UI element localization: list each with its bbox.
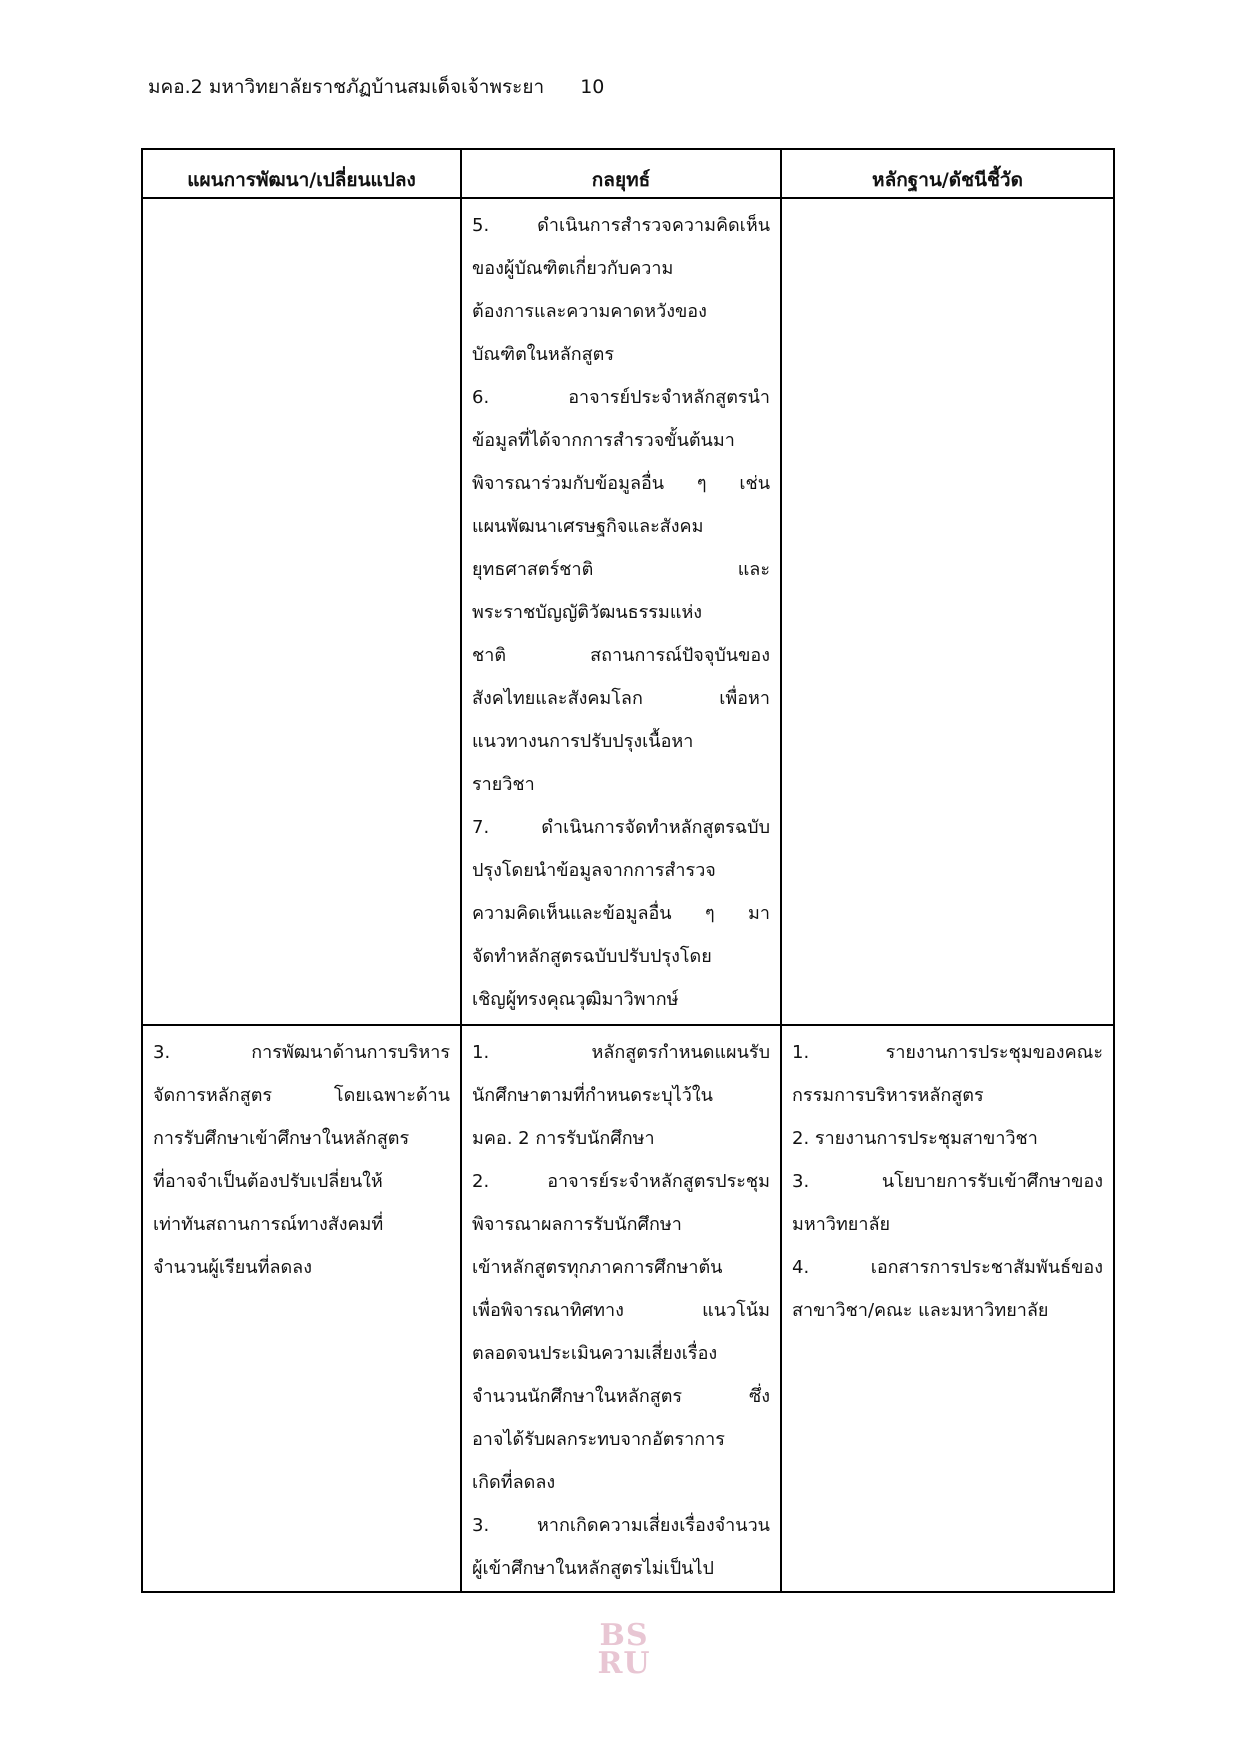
table-row	[142, 198, 1114, 1025]
cell-text-line: เท่าทันสถานการณ์ทางสังคมที่	[153, 1214, 384, 1235]
evidence-cell	[781, 198, 1114, 1025]
cell-text-line: 2. รายงานการประชุมสาขาวิชา	[792, 1128, 1038, 1149]
cell-text-line: เพื่อพิจารณาทิศทาง แนวโน้ม	[472, 1300, 770, 1321]
cell-text-line: 5. ดำเนินการสำรวจความคิดเห็น	[472, 215, 770, 236]
cell-text-line: ชาติ สถานการณ์ปัจจุบันของ	[472, 645, 770, 666]
logo-text-bottom: RU	[597, 1646, 651, 1681]
cell-text-line: มหาวิทยาลัย	[792, 1214, 891, 1235]
cell-text-line: พิจารณาผลการรับนักศึกษา	[472, 1214, 682, 1235]
cell-text-line: สาขาวิชา/คณะ และมหาวิทยาลัย	[792, 1300, 1049, 1321]
cell-text-line: ผู้เข้าศึกษาในหลักสูตรไม่เป็นไป	[472, 1558, 714, 1579]
cell-text-line: 4. เอกสารการประชาสัมพันธ์ของ	[792, 1257, 1103, 1278]
university-logo-watermark	[596, 1618, 652, 1681]
cell-text-line: จัดทำหลักสูตรฉบับปรับปรุงโดย	[472, 946, 712, 967]
cell-text-line: การรับศึกษาเข้าศึกษาในหลักสูตร	[153, 1128, 410, 1149]
cell-text-line: มคอ. 2 การรับนักศึกษา	[472, 1128, 655, 1149]
cell-text-line: ที่อาจจำเป็นต้องปรับเปลี่ยนให้	[153, 1171, 383, 1192]
plan-cell	[142, 1025, 461, 1592]
cell-text-line: ความคิดเห็นและข้อมูลอื่น ๆ มา	[472, 903, 770, 924]
cell-text-line: จำนวนนักศึกษาในหลักสูตร ซึ่ง	[472, 1386, 770, 1407]
cell-text-line: 1. รายงานการประชุมของคณะ	[792, 1042, 1103, 1063]
logo-text-top: BS	[599, 1618, 649, 1653]
evidence-cell	[781, 1025, 1114, 1592]
cell-text-line: เชิญผู้ทรงคุณวุฒิมาวิพากษ์	[472, 989, 679, 1010]
strategy-cell	[461, 1025, 781, 1592]
cell-text-line: รายวิชา	[472, 774, 535, 795]
column-header-plan: แผนการพัฒนา/เปลี่ยนแปลง	[142, 149, 461, 198]
cell-text-line: ปรุงโดยนำข้อมูลจากการสำรวจ	[472, 860, 716, 881]
cell-text-line: พิจารณาร่วมกับข้อมูลอื่น ๆ เช่น	[472, 473, 770, 494]
cell-text-line: 2. อาจารย์ระจำหลักสูตรประชุม	[472, 1171, 770, 1192]
cell-text-line: พระราชบัญญัติวัฒนธรรมแห่ง	[472, 602, 703, 623]
strategy-cell	[461, 198, 781, 1025]
cell-text-line: ต้องการและความคาดหวังของ	[472, 301, 707, 322]
page-number: 10	[580, 76, 605, 98]
cell-text-line: นักศึกษาตามที่กำหนดระบุไว้ใน	[472, 1085, 713, 1106]
cell-text-line: สังคไทยและสังคมโลก เพื่อหา	[472, 688, 770, 709]
cell-text-line: 3. นโยบายการรับเข้าศึกษาของ	[792, 1171, 1103, 1192]
document-title: มคอ.2 มหาวิทยาลัยราชภัฏบ้านสมเด็จเจ้าพระยา	[148, 76, 545, 98]
cell-text-line: 6. อาจารย์ประจำหลักสูตรนำ	[472, 387, 770, 408]
column-header-evidence: หลักฐาน/ดัชนีชี้วัด	[781, 149, 1114, 198]
cell-text-line: ข้อมูลที่ได้จากการสำรวจขั้นต้นมา	[472, 430, 735, 451]
page-header	[148, 72, 604, 102]
development-plan-table	[141, 148, 1115, 1593]
cell-text-line: 1. หลักสูตรกำหนดแผนรับ	[472, 1042, 770, 1063]
cell-text-line: จัดการหลักสูตร โดยเฉพาะด้าน	[153, 1085, 450, 1106]
cell-text-line: บัณฑิตในหลักสูตร	[472, 344, 614, 365]
cell-text-line: จำนวนผู้เรียนที่ลดลง	[153, 1257, 312, 1278]
cell-text-line: เข้าหลักสูตรทุกภาคการศึกษาต้น	[472, 1257, 723, 1278]
table-row	[142, 1025, 1114, 1592]
cell-text-line: 7. ดำเนินการจัดทำหลักสูตรฉบับ	[472, 817, 770, 838]
cell-text-line: 3. การพัฒนาด้านการบริหาร	[153, 1042, 450, 1063]
column-header-strategy: กลยุทธ์	[461, 149, 781, 198]
cell-text-line: ของผู้บัณฑิตเกี่ยวกับความ	[472, 258, 674, 279]
cell-text-line: เกิดที่ลดลง	[472, 1472, 556, 1493]
cell-text-line: แนวทางนการปรับปรุงเนื้อหา	[472, 731, 694, 752]
cell-text-line: อาจได้รับผลกระทบจากอัตราการ	[472, 1429, 725, 1450]
cell-text-line: 3. หากเกิดความเสี่ยงเรื่องจำนวน	[472, 1515, 770, 1536]
cell-text-line: ตลอดจนประเมินความเสี่ยงเรื่อง	[472, 1343, 718, 1364]
cell-text-line: กรรมการบริหารหลักสูตร	[792, 1085, 984, 1106]
plan-cell	[142, 198, 461, 1025]
cell-text-line: ยุทธศาสตร์ชาติ และ	[472, 559, 770, 580]
cell-text-line: แผนพัฒนาเศรษฐกิจและสังคม	[472, 516, 704, 537]
table-header-row	[142, 149, 1114, 198]
